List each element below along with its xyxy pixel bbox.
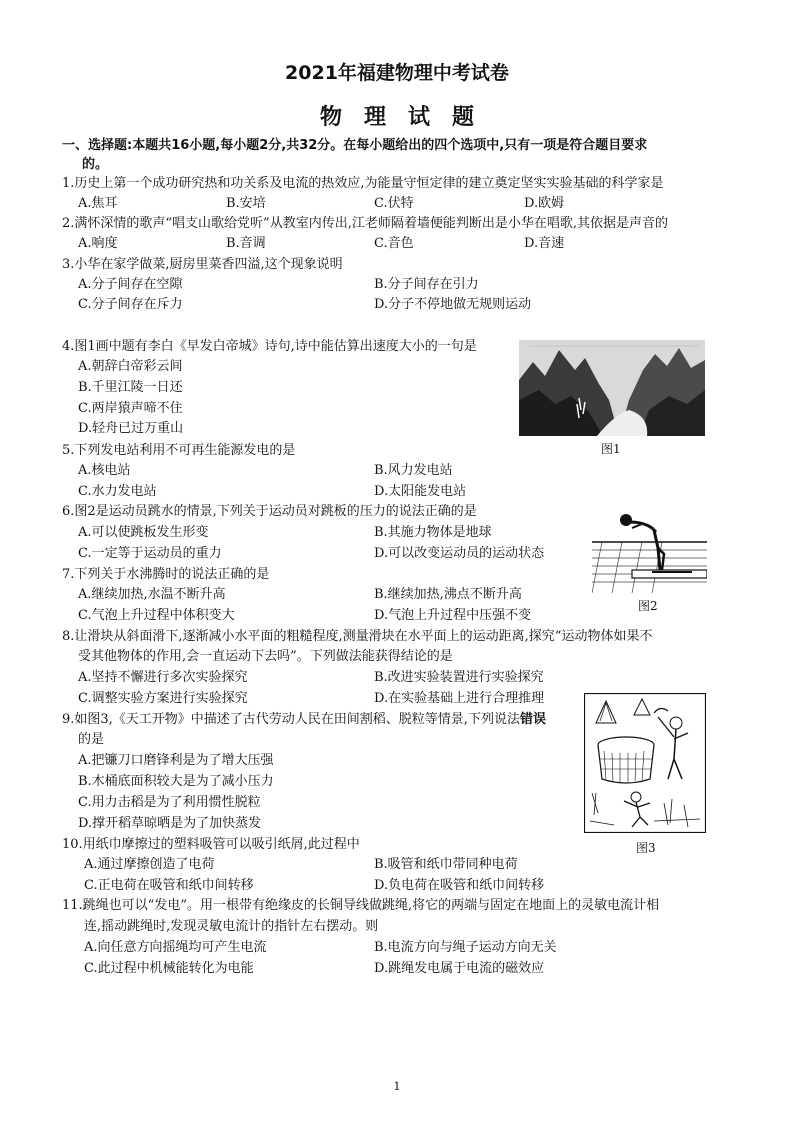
question-2-stem: 2.满怀深情的歌声“唱支山歌给党听”从教室内传出,江老师隔着墙便能判断出是小华在唱歌,其依据是声音的	[62, 216, 668, 231]
question-10-stem: 10.用纸巾摩擦过的塑料吸管可以吸引纸屑,此过程中	[62, 837, 360, 852]
question-9-stem	[62, 711, 546, 729]
figure-1-caption: 图1	[601, 442, 621, 456]
q6-option-b: B.其施力物体是地球	[374, 525, 492, 540]
q4-option-a: A.朝辞白帝彩云间	[78, 359, 183, 374]
question-11-stem-cont: 连,摇动跳绳时,发现灵敏电流计的指针左右摆动。则	[84, 919, 379, 934]
question-4-stem: 4.图1画中题有李白《早发白帝城》诗句,诗中能估算出速度大小的一句是	[62, 339, 477, 354]
q9-option-c: C.用力击稻是为了利用惯性脱粒	[78, 795, 261, 810]
q4-option-c: C.两岸猿声啼不住	[78, 401, 183, 416]
question-9-emphasis: 错误	[519, 712, 546, 727]
q7-option-c: C.气泡上升过程中体积变大	[78, 608, 235, 623]
q5-option-b: B.风力发电站	[374, 463, 453, 478]
question-8-stem-cont: 受其他物体的作用,会一直运动下去吗”。下列做法能获得结论的是	[78, 649, 453, 664]
figure-2-diving-board	[592, 508, 707, 593]
question-9-stem-text: 9.如图3,《天工开物》中描述了古代劳动人民在田间割稻、脱粒等情景,下列说法	[62, 712, 520, 727]
q10-option-a: A.通过摩擦创造了电荷	[84, 857, 215, 872]
question-1-stem: 1.历史上第一个成功研究热和功关系及电流的热效应,为能量守恒定律的建立奠定坚实实验基础的科学家是	[62, 176, 664, 191]
question-6-stem: 6.图2是运动员跳水的情景,下列关于运动员对跳板的压力的说法正确的是	[62, 504, 477, 519]
q9-option-a: A.把镰刀口磨锋利是为了增大压强	[78, 753, 274, 768]
q7-option-a: A.继续加热,水温不断升高	[78, 587, 226, 602]
q1-option-a: A.焦耳	[78, 196, 118, 211]
question-3-stem: 3.小华在家学做菜,厨房里菜香四溢,这个现象说明	[62, 257, 343, 272]
q9-option-b: B.木桶底面积较大是为了减小压力	[78, 774, 274, 789]
q9-option-d: D.撑开稻草晾晒是为了加快蒸发	[78, 816, 262, 831]
exam-title: 2021年福建物理中考试卷	[285, 62, 509, 84]
q5-option-a: A.核电站	[78, 463, 131, 478]
figure-3-caption: 图3	[636, 841, 656, 855]
section-heading-cont: 的。	[82, 157, 109, 172]
q1-option-b: B.安培	[226, 196, 266, 211]
q8-option-b: B.改进实验装置进行实验探究	[374, 670, 544, 685]
q11-option-a: A.向任意方向摇绳均可产生电流	[84, 940, 267, 955]
q7-option-b: B.继续加热,沸点不断升高	[374, 587, 522, 602]
q3-option-a: A.分子间存在空隙	[78, 277, 183, 292]
figure-1-landscape-painting	[519, 340, 705, 436]
question-7-stem: 7.下列关于水沸腾时的说法正确的是	[62, 567, 270, 582]
q2-option-d: D.音速	[524, 236, 565, 251]
question-8-stem: 8.让滑块从斜面滑下,逐渐减小水平面的粗糙程度,测量滑块在水平面上的运动距离,探究“运动物体如果不	[62, 629, 653, 644]
q4-option-b: B.千里江陵一日还	[78, 380, 183, 395]
section-heading: 一、选择题:本题共16小题,每小题2分,共32分。在每小题给出的四个选项中,只有一项是符合题目要求	[62, 138, 648, 153]
q7-option-d: D.气泡上升过程中压强不变	[374, 608, 532, 623]
q10-option-b: B.吸管和纸巾带同种电荷	[374, 857, 518, 872]
q3-option-b: B.分子间存在引力	[374, 277, 479, 292]
figure-3-tiangong-kaiwu-illustration	[584, 693, 706, 833]
page-number: 1	[393, 1080, 401, 1093]
question-11-stem: 11.跳绳也可以“发电”。用一根带有绝缘皮的长铜导线做跳绳,将它的两端与固定在地面上的灵敏电流计相	[62, 898, 660, 913]
q10-option-c: C.正电荷在吸管和纸巾间转移	[84, 878, 254, 893]
q11-option-d: D.跳绳发电属于电流的磁效应	[374, 961, 545, 976]
q5-option-c: C.水力发电站	[78, 484, 157, 499]
q8-option-a: A.坚持不懈进行多次实验探究	[78, 670, 248, 685]
exam-subtitle: 物理试题	[319, 105, 496, 130]
question-9-stem-cont: 的是	[78, 732, 105, 747]
q2-option-a: A.响度	[78, 236, 118, 251]
q8-option-d: D.在实验基础上进行合理推理	[374, 691, 545, 706]
question-5-stem: 5.下列发电站利用不可再生能源发电的是	[62, 443, 296, 458]
q5-option-d: D.太阳能发电站	[374, 484, 467, 499]
q2-option-b: B.音调	[226, 236, 266, 251]
q11-option-c: C.此过程中机械能转化为电能	[84, 961, 254, 976]
q6-option-d: D.可以改变运动员的运动状态	[374, 546, 545, 561]
q2-option-c: C.音色	[374, 236, 414, 251]
q8-option-c: C.调整实验方案进行实验探究	[78, 691, 248, 706]
q6-option-c: C.一定等于运动员的重力	[78, 546, 222, 561]
q11-option-b: B.电流方向与绳子运动方向无关	[374, 940, 557, 955]
q1-option-c: C.伏特	[374, 196, 414, 211]
q3-option-d: D.分子不停地做无规则运动	[374, 297, 532, 312]
q4-option-d: D.轻舟已过万重山	[78, 421, 184, 436]
figure-2-caption: 图2	[638, 599, 658, 613]
q10-option-d: D.负电荷在吸管和纸巾间转移	[374, 878, 545, 893]
q1-option-d: D.欧姆	[524, 196, 565, 211]
q3-option-c: C.分子间存在斥力	[78, 297, 183, 312]
q6-option-a: A.可以使跳板发生形变	[78, 525, 209, 540]
